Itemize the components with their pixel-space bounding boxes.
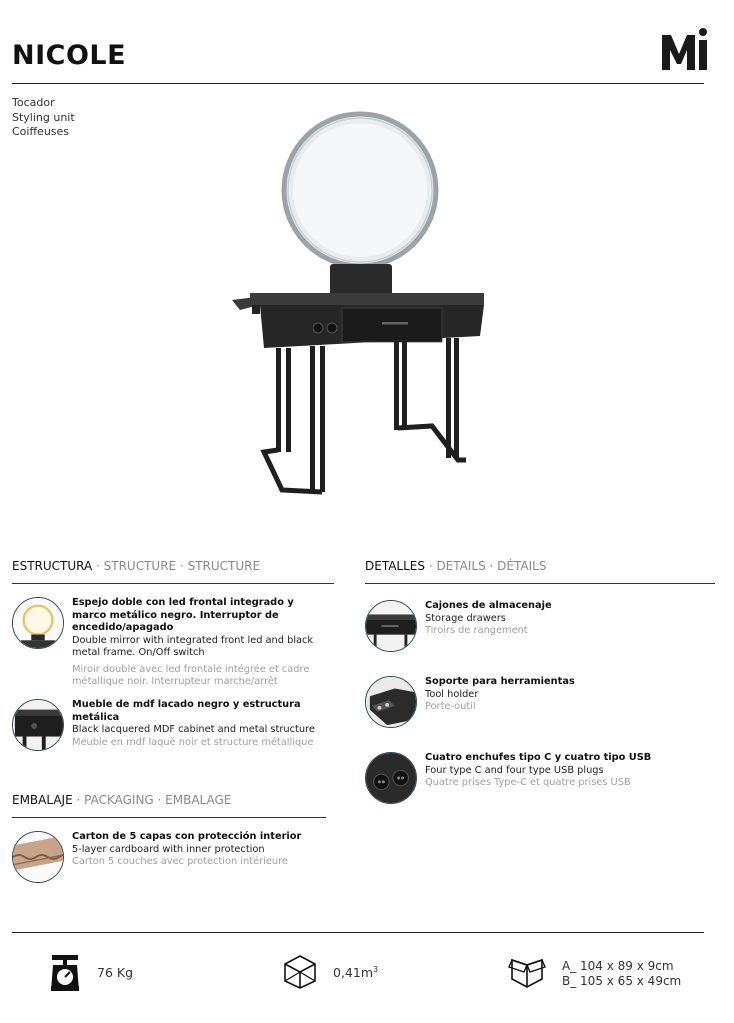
weight-scale-icon (50, 955, 80, 991)
subtitle-fr: Coiffeuses (12, 125, 70, 138)
feature-text-es: Carton de 5 capas con protección interior (72, 831, 302, 842)
cardboard-icon (12, 831, 64, 883)
section-divider (12, 583, 334, 584)
section-label-translations: · DETAILS · DÉTAILS (425, 559, 547, 573)
volume-cube-icon (283, 954, 317, 990)
plugs-icon (365, 752, 417, 804)
feature-text-fr: Meuble en mdf laqué noir et structure métallique (72, 736, 314, 748)
section-label-translations: · STRUCTURE · STRUCTURE (92, 559, 261, 573)
subtitle-en: Styling unit (12, 110, 75, 124)
section-heading-embalaje (12, 793, 231, 807)
section-label: ESTRUCTURA (12, 559, 93, 573)
feature-text-en: Storage drawers (425, 612, 506, 624)
feature-text-fr: Tiroirs de rangement (425, 625, 528, 636)
product-title: NICOLE (12, 40, 127, 71)
section-heading-estructura (12, 559, 260, 573)
package-dimension-a: A_ 104 x 89 x 9cm (562, 959, 674, 973)
feature-text-fr: Miroir double avec led frontale intégrée et cadre métallique noir. Interrupteur marche/arrêt (72, 663, 310, 687)
feature-text-en: Tool holder (425, 688, 479, 700)
subtitle-es: Tocador (12, 96, 55, 109)
volume-number: 0,41m (333, 965, 374, 981)
package-dimension-b: B_ 105 x 65 x 49cm (562, 974, 682, 988)
section-divider (365, 583, 715, 584)
feature-text-en: Black lacquered MDF cabinet and metal structure (72, 724, 315, 735)
weight-value: 76 Kg (97, 965, 134, 980)
volume-unit-exponent: 3 (373, 965, 379, 974)
feature-text-en: Double mirror with integrated front led and black metal frame. On/Off switch (72, 634, 314, 658)
feature-text-fr: Quatre prises Type-C et quatre prises USB (425, 777, 631, 788)
styling-unit-image (222, 100, 502, 500)
header-divider (12, 83, 704, 84)
feature-text-fr: Carton 5 couches avec protection intérieure (72, 856, 288, 867)
brand-logo (662, 26, 708, 72)
section-label: DETALLES (365, 559, 425, 573)
package-box-icon (508, 955, 546, 989)
feature-text-es: Soporte para herramientas (425, 676, 575, 687)
tool-holder-icon (365, 676, 417, 728)
section-label: EMBALAJE (12, 793, 73, 807)
feature-text-es: Espejo doble con led frontal integrado y marco metálico negro. Interruptor de encedido/apagado (72, 597, 294, 633)
feature-text-es: Cuatro enchufes tipo C y cuatro tipo USB (425, 752, 652, 763)
round-mirror-icon (12, 597, 64, 649)
feature-text-es: Mueble de mdf lacado negro y estructura metálica (72, 699, 301, 723)
product-type (12, 96, 75, 140)
cabinet-icon (12, 699, 64, 751)
footer-divider (12, 932, 704, 933)
section-label-translations: · PACKAGING · EMBALAGE (72, 793, 232, 807)
package-dimensions (562, 959, 681, 989)
drawer-icon (365, 600, 417, 652)
feature-text-en: Four type C and four type USB plugs (425, 764, 604, 776)
section-divider (12, 817, 326, 818)
feature-text-en: 5-layer cardboard with inner protection (72, 843, 265, 855)
feature-text-fr: Porte-outil (425, 701, 476, 712)
section-heading-detalles (365, 559, 546, 573)
feature-text-es: Cajones de almacenaje (425, 600, 552, 611)
volume-value (333, 965, 378, 980)
